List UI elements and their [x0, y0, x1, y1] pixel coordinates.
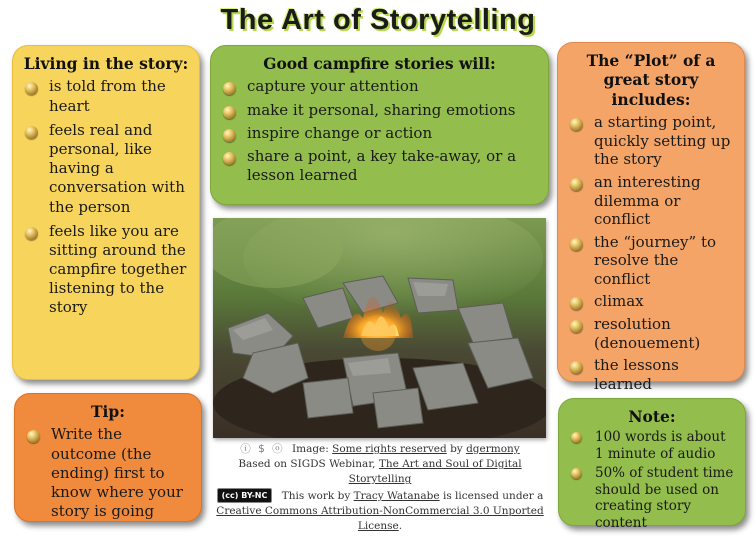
living-in-story-card	[12, 45, 200, 380]
list-item: a starting point, quickly setting up the story	[568, 113, 734, 169]
bullet-icon	[570, 297, 583, 310]
list-item: the “journey” to resolve the conflict	[568, 233, 734, 289]
based-on-line: Based on SIGDS Webinar, The Art and Soul of Digital Storytelling	[238, 458, 522, 486]
cc-license-badge[interactable]: (cc) BY-NC	[217, 488, 273, 504]
plot-list	[568, 113, 734, 393]
bullet-icon	[570, 361, 583, 374]
bullet-icon	[223, 82, 236, 95]
bullet-icon	[25, 82, 38, 95]
list-item: share a point, a key take-away, or a lesson learned	[221, 147, 538, 185]
cc-icons: ⓘ $ ⓞ	[240, 443, 285, 455]
plot-heading: The “Plot” of a great story includes:	[586, 51, 716, 109]
living-heading: Living in the story:	[23, 54, 189, 73]
bullet-icon	[27, 430, 40, 443]
bullet-icon	[570, 178, 583, 191]
list-item: resolution (denouement)	[568, 315, 734, 352]
license-name-line: Creative Commons Attribution-NonCommercial 3.0 Unported License.	[216, 504, 544, 533]
bullet-icon	[25, 126, 38, 139]
note-card	[558, 398, 746, 531]
bullet-icon	[223, 129, 236, 142]
image-credit-line: ⓘ $ ⓞ Image: Some rights reserved by dgermony	[210, 442, 550, 457]
author-link[interactable]: Tracy Watanabe	[353, 489, 440, 502]
bullet-icon	[223, 106, 236, 119]
list-item: make it personal, sharing emotions	[221, 101, 538, 120]
license-link[interactable]: Creative Commons Attribution-NonCommercial 3.0 Unported License	[216, 504, 544, 533]
webinar-link[interactable]: The Art and Soul of Digital Storytelling	[348, 458, 522, 486]
campfire-stories-card	[210, 45, 549, 205]
list-item: an interesting dilemma or conflict	[568, 173, 734, 229]
list-item: climax	[568, 292, 734, 311]
list-item: feels like you are sitting around the campfire together listening to the story	[23, 222, 189, 318]
list-item: Write the outcome (the ending) first to know where your story is going	[25, 425, 191, 521]
bullet-icon	[571, 468, 582, 479]
campfire-list	[221, 77, 538, 185]
bullet-icon	[223, 152, 236, 165]
license-line: (cc) BY-NC This work by Tracy Watanabe is licensed under a	[210, 488, 550, 504]
list-item: 50% of student time should be used on creating story content	[569, 465, 735, 531]
campfire-photo	[213, 218, 546, 438]
credits	[210, 442, 550, 534]
bullet-icon	[25, 227, 38, 240]
plot-card	[557, 42, 745, 393]
campfire-illustration	[213, 218, 546, 438]
image-author-link[interactable]: dgermony	[466, 443, 520, 455]
tip-heading: Tip:	[91, 402, 125, 421]
bullet-icon	[571, 432, 582, 443]
list-item: is told from the heart	[23, 77, 189, 115]
bullet-icon	[570, 118, 583, 131]
page-title: The Art of Storytelling	[220, 4, 536, 36]
list-item: feels real and personal, like having a conversation with the person	[23, 121, 189, 217]
note-list	[569, 429, 735, 531]
some-rights-reserved-link[interactable]: Some rights reserved	[332, 443, 447, 455]
list-item: capture your attention	[221, 77, 538, 96]
living-list	[23, 77, 189, 317]
campfire-heading: Good campfire stories will:	[263, 54, 496, 73]
bullet-icon	[570, 320, 583, 333]
list-item: the lessons learned	[568, 356, 734, 393]
list-item: inspire change or action	[221, 124, 538, 143]
tip-card	[14, 393, 202, 522]
bullet-icon	[570, 238, 583, 251]
list-item: 100 words is about 1 minute of audio	[569, 429, 735, 462]
tip-list	[25, 425, 191, 521]
note-heading: Note:	[628, 407, 676, 426]
